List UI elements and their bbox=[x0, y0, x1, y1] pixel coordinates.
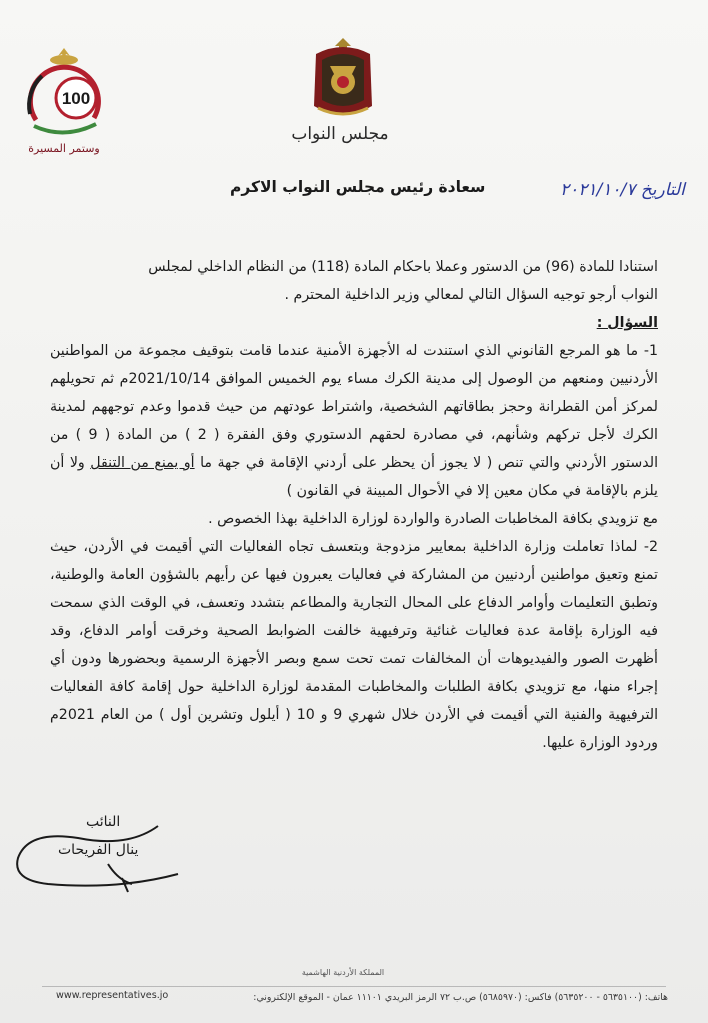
question-1-text-end: ولا أن يلزم بالإقامة في مكان معين إلا في الأحوال المبينة في القانون ) bbox=[50, 455, 658, 499]
question-1 bbox=[50, 337, 658, 505]
footer-contact: هاتف: (٥٦٣٥١٠٠ - ٥٦٣٥٢٠٠) فاكس: (٥٦٨٥٩٧٠) ص.ب ٧٢ الرمز البريدي ١١١٠١ عمان - الموقع الإلكتروني: bbox=[253, 992, 668, 1003]
question-1-request: مع تزويدي بكافة المخاطبات الصادرة والواردة لوزارة الداخلية بهذا الخصوص . bbox=[208, 511, 658, 527]
addressee: سعادة رئيس مجلس النواب الاكرم bbox=[230, 178, 486, 196]
footer-website-link[interactable]: www.representatives.jo bbox=[56, 990, 169, 1001]
footer-divider bbox=[42, 986, 666, 987]
centennial-logo bbox=[14, 44, 114, 159]
handwritten-signature bbox=[8, 818, 188, 896]
question-heading: السؤال : bbox=[596, 315, 658, 331]
intro-line: استنادا للمادة (96) من الدستور وعملا باحكام المادة (118) من النظام الداخلي لمجلس bbox=[148, 259, 658, 275]
council-name: مجلس النواب bbox=[291, 124, 389, 144]
intro-line: النواب أرجو توجيه السؤال التالي لمعالي وزير الداخلية المحترم . bbox=[284, 287, 658, 303]
signer-title: النائب bbox=[86, 814, 121, 830]
svg-text:100: 100 bbox=[61, 89, 91, 108]
signer-name: ينال الفريحات bbox=[58, 842, 139, 858]
question-2: 2- لماذا تعاملت وزارة الداخلية بمعايير مزدوجة وبتعسف تجاه الفعاليات التي أقيمت في الأردن، حيث تمنع وتعيق مواطنين أردنيين من المشاركة في فعاليات يعبرون فيها عن رأيهم بالشؤون العامة والوطنية، وتطبق التعليمات وأوامر الدفاع على المحال التجارية والمطاعم بتشدد وتعسف، في الوقت الذي سمحت فيه الوزارة بإقامة عدة فعاليات غنائية وترفيهية خالفت الضوابط الصحية وخرقت أوامر الدفاع، وقد أظهرت الصور والفيديوهات أن المخالفات تمت تحت سمع وبصر الأجهزة الرسمية وبحضورها ودون أي إجراء منها، مع تزويدي بكافة الطلبات والمخاطبات المقدمة لوزارة الداخلية حول إقامة كافة الفعاليات الترفيهية والفنية التي أقيمت في الأردن خلال شهري 9 و 10 ( أيلول وتشرين أول ) من العام 2021م وردود الوزارة عليها. bbox=[50, 539, 659, 751]
letter-date: التاريخ ٢٠٢١/١٠/٧ bbox=[560, 180, 685, 200]
question-1-text: 1- ما هو المرجع القانوني الذي استندت له الأجهزة الأمنية عندما قامت بتوقيف مجموعة من المواطنين الأردنيين ومنعهم من الوصول إلى مدينة الكرك مساء يوم الخميس الموافق 2021/10/14م ثم تحويلهم لمركز أمن القطرانة وحجز بطاقاتهم الشخصية، واشتراط عودتهم من حيث قدموا وعدم توجههم لمدينة الكرك لأجل تركهم وشأنهم، في مصادرة لحقهم الدستوري وفق الفقرة ( 2 ) من المادة ( 9 ) من الدستور الأردني والتي تنص ( لا يجوز أن يحظر على أردني الإقامة في جهة ما bbox=[50, 343, 659, 471]
centennial-emblem-icon bbox=[14, 44, 114, 144]
coat-of-arms-icon bbox=[306, 36, 380, 122]
letter-body bbox=[50, 253, 658, 757]
question-1-underlined: أو يمنع من التنقل bbox=[90, 455, 195, 471]
footer-emblem-text: المملكة الأردنية الهاشمية bbox=[301, 968, 385, 977]
logo-caption: وستمر المسيرة bbox=[28, 142, 100, 155]
